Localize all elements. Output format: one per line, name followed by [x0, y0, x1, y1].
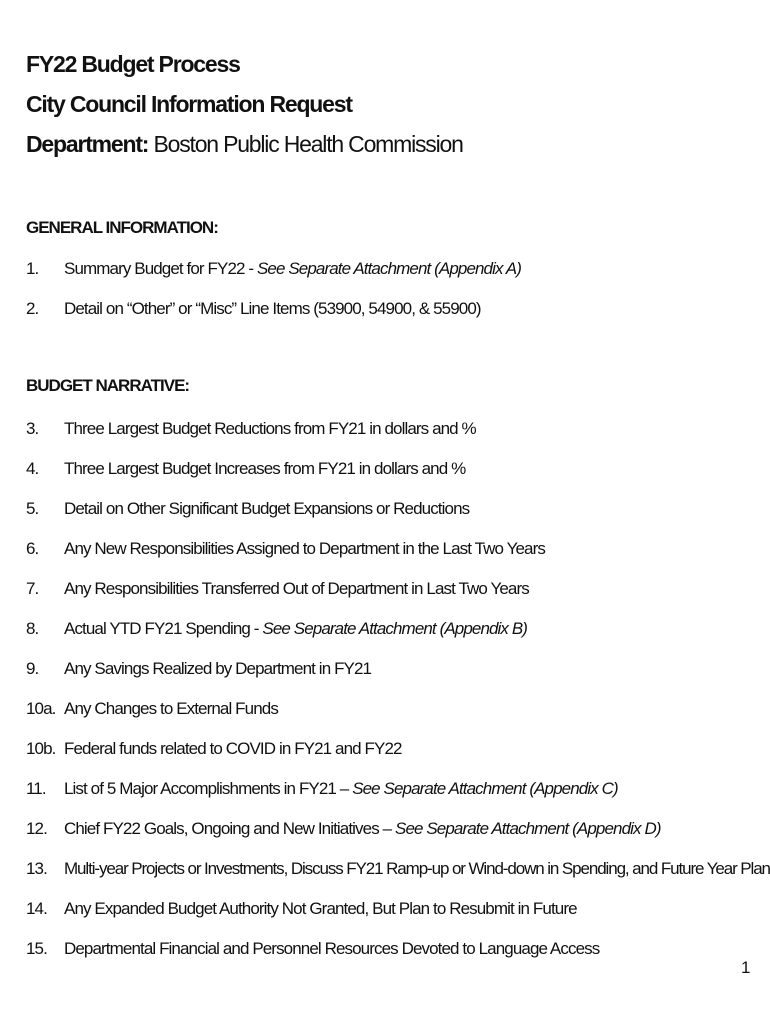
document-header [26, 44, 463, 164]
item-number: 9. [26, 659, 39, 678]
budget-narrative-heading: BUDGET NARRATIVE: [26, 376, 190, 395]
item-text: Any Responsibilities Transferred Out of Department in Last Two Years [64, 579, 529, 598]
list-item [26, 418, 476, 440]
department-label: Department: [26, 131, 149, 157]
item-attachment-note: See Separate Attachment (Appendix C) [352, 779, 618, 798]
list-item [26, 618, 527, 640]
department-line [26, 124, 463, 164]
item-number: 3. [26, 419, 39, 438]
list-item [26, 298, 481, 320]
item-number: 6. [26, 539, 39, 558]
item-text: Multi-year Projects or Investments, Discuss FY21 Ramp-up or Wind-down in Spending, and Future Year Plan [64, 859, 770, 878]
item-attachment-note: See Separate Attachment (Appendix B) [262, 619, 528, 638]
item-number: 12. [26, 819, 47, 838]
item-text: Detail on “Other” or “Misc” Line Items (53900, 54900, & 55900) [64, 299, 481, 318]
item-text: Any Expanded Budget Authority Not Granted, But Plan to Resubmit in Future [64, 899, 577, 918]
header-title: FY22 Budget Process [26, 51, 240, 77]
item-text: List of 5 Major Accomplishments in FY21 – [64, 779, 353, 798]
list-item [26, 778, 618, 800]
item-text: Any Savings Realized by Department in FY21 [64, 659, 372, 678]
item-number: 14. [26, 899, 47, 918]
item-number: 1. [26, 259, 39, 278]
list-item [26, 818, 661, 840]
list-item [26, 698, 278, 720]
item-text: Summary Budget for FY22 - [64, 259, 257, 278]
item-number: 8. [26, 619, 39, 638]
item-number: 5. [26, 499, 39, 518]
item-number: 7. [26, 579, 39, 598]
list-item [26, 898, 577, 920]
item-text: Three Largest Budget Reductions from FY21 in dollars and % [64, 419, 476, 438]
list-item [26, 258, 521, 280]
department-value: Boston Public Health Commission [153, 131, 463, 157]
list-item [26, 938, 599, 960]
general-information-heading: GENERAL INFORMATION: [26, 218, 218, 237]
item-text: Federal funds related to COVID in FY21 and FY22 [64, 739, 402, 758]
list-item [26, 578, 529, 600]
item-text: Departmental Financial and Personnel Resources Devoted to Language Access [64, 939, 600, 958]
page-number: 1 [741, 958, 750, 977]
header-subtitle: City Council Information Request [26, 91, 352, 117]
item-text: Three Largest Budget Increases from FY21 in dollars and % [64, 459, 466, 478]
item-text: Actual YTD FY21 Spending - [64, 619, 263, 638]
item-attachment-note: See Separate Attachment (Appendix A) [256, 259, 521, 278]
list-item [26, 538, 545, 560]
item-number: 10b. [26, 739, 56, 758]
item-text: Chief FY22 Goals, Ongoing and New Initiatives – [64, 819, 395, 838]
item-text: Any New Responsibilities Assigned to Department in the Last Two Years [64, 539, 545, 558]
item-text: Any Changes to External Funds [64, 699, 278, 718]
item-number: 10a. [26, 699, 56, 718]
item-text: Detail on Other Significant Budget Expansions or Reductions [64, 499, 470, 518]
list-item [26, 738, 402, 760]
list-item [26, 498, 469, 520]
item-number: 13. [26, 859, 47, 878]
item-attachment-note: See Separate Attachment (Appendix D) [395, 819, 661, 838]
item-number: 15. [26, 939, 47, 958]
list-item [26, 458, 465, 480]
list-item [26, 858, 770, 880]
item-number: 11. [26, 779, 46, 798]
item-number: 4. [26, 459, 39, 478]
list-item [26, 658, 371, 680]
item-number: 2. [26, 299, 39, 318]
